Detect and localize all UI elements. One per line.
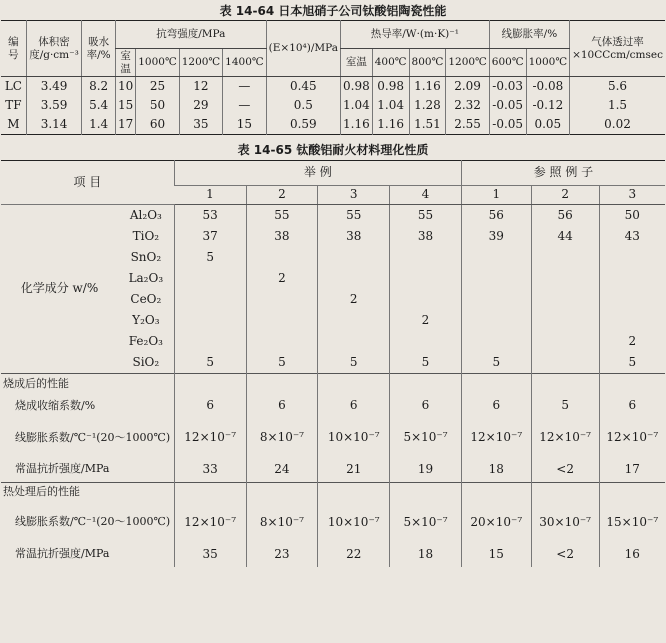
table-cell — [390, 482, 462, 503]
table-cell: 16 — [599, 543, 665, 567]
table-cell: 24 — [246, 458, 318, 482]
column-number: 3 — [318, 186, 390, 205]
table-cell — [318, 482, 390, 503]
table-cell: 12×10⁻⁷ — [599, 418, 665, 458]
component-name: Fe₂O₃ — [128, 333, 163, 348]
table-cell: 5.4 — [82, 96, 116, 115]
table-cell: 0.02 — [570, 115, 665, 135]
table-cell — [599, 374, 665, 395]
table-cell — [599, 310, 665, 331]
table-cell — [599, 268, 665, 289]
table-cell — [531, 268, 599, 289]
table-cell: 5 — [174, 247, 246, 268]
table-cell — [531, 310, 599, 331]
table-cell: 15 — [115, 96, 135, 115]
table-cell: 6 — [246, 394, 318, 418]
table-cell: 2 — [246, 268, 318, 289]
table-cell: 56 — [531, 205, 599, 227]
component-name: CeO₂ — [130, 291, 162, 306]
table-cell: 1.51 — [409, 115, 446, 135]
table-cell — [461, 482, 531, 503]
table-cell — [461, 289, 531, 310]
table-cell: 44 — [531, 226, 599, 247]
table-cell: 0.98 — [341, 77, 373, 97]
table-row — [1, 394, 665, 418]
table-cell: — — [223, 77, 266, 97]
table-cell: -0.08 — [526, 77, 569, 97]
column-number: 2 — [531, 186, 599, 205]
table-cell: -0.03 — [489, 77, 526, 97]
heat-treated-section — [1, 482, 665, 503]
table-row — [1, 205, 665, 227]
table-row — [1, 458, 665, 482]
header-thermal-temp: 1200℃ — [446, 49, 489, 77]
table-cell: 21 — [318, 458, 390, 482]
table-cell: 56 — [461, 205, 531, 227]
row-code: M — [7, 116, 20, 131]
table-cell — [461, 374, 531, 395]
table-cell: 10 — [115, 77, 135, 97]
table-row — [1, 543, 665, 567]
column-number: 2 — [246, 186, 318, 205]
table-cell — [246, 482, 318, 503]
table-row — [1, 418, 665, 458]
table-cell — [246, 289, 318, 310]
table-cell: 55 — [318, 205, 390, 227]
table-cell — [390, 289, 462, 310]
table-cell: 0.98 — [372, 77, 409, 97]
table-cell — [318, 374, 390, 395]
header-expansion-temp: 1000℃ — [526, 49, 569, 77]
header-expansion-temp: 600℃ — [489, 49, 526, 77]
table-cell — [461, 310, 531, 331]
table-cell: 3.14 — [26, 115, 82, 135]
table-cell: 2 — [318, 289, 390, 310]
property-label: 常温抗折强度/MPa — [15, 462, 110, 476]
table-cell — [461, 331, 531, 352]
table-cell: 12 — [179, 77, 222, 97]
header-flex-temp: 1000℃ — [136, 49, 179, 77]
table-cell — [461, 247, 531, 268]
table-cell: 2 — [390, 310, 462, 331]
table-cell — [599, 289, 665, 310]
table-cell: 33 — [174, 458, 246, 482]
header-item: 项 目 — [1, 161, 174, 205]
table-cell: 55 — [246, 205, 318, 227]
row-code: LC — [4, 78, 22, 93]
table-cell: 5 — [531, 394, 599, 418]
table-cell: 55 — [390, 205, 462, 227]
table-cell: 38 — [318, 226, 390, 247]
table-cell: 12×10⁻⁷ — [174, 503, 246, 543]
header-flex-temp: 室温 — [115, 49, 135, 77]
table-cell: <2 — [531, 458, 599, 482]
table-cell: 5 — [390, 352, 462, 374]
component-name: TiO₂ — [132, 228, 160, 243]
table-cell: 2 — [599, 331, 665, 352]
table-cell: 23 — [246, 543, 318, 567]
table-row — [1, 115, 665, 135]
table-cell: 39 — [461, 226, 531, 247]
header-flex-strength: 抗弯强度/MPa — [115, 21, 266, 49]
table-cell: 8×10⁻⁷ — [246, 503, 318, 543]
table-cell: 1.04 — [372, 96, 409, 115]
table-cell — [174, 374, 246, 395]
fired-title: 烧成后的性能 — [1, 374, 174, 395]
component-name: Y₂O₃ — [132, 312, 160, 327]
table-cell: 1.4 — [82, 115, 116, 135]
table-cell: 5 — [318, 352, 390, 374]
table-cell: — — [223, 96, 266, 115]
table-row — [1, 96, 665, 115]
table-cell — [174, 482, 246, 503]
property-label: 烧成收缩系数/% — [15, 398, 96, 412]
table-14-65-caption: 表 14-65 钛酸铝耐火材料理化性质 — [237, 143, 429, 157]
table-cell — [390, 268, 462, 289]
table-cell — [246, 374, 318, 395]
table-cell — [599, 247, 665, 268]
header-code: 编号 — [1, 21, 26, 77]
table-cell — [174, 331, 246, 352]
table-cell: <2 — [531, 543, 599, 567]
header-thermal-temp: 800℃ — [409, 49, 446, 77]
table-cell — [246, 331, 318, 352]
header-thermal: 热导率/W·(m·K)⁻¹ — [341, 21, 490, 49]
table-cell: 1.16 — [409, 77, 446, 97]
property-label: 线膨胀系数/℃⁻¹(20～1000℃) — [15, 430, 171, 444]
table-cell: 15×10⁻⁷ — [599, 503, 665, 543]
component-name: SiO₂ — [132, 354, 160, 369]
table-cell — [174, 310, 246, 331]
table-cell: 1.16 — [341, 115, 373, 135]
table-cell: 8×10⁻⁷ — [246, 418, 318, 458]
header-flex-temp: 1400℃ — [223, 49, 266, 77]
table-cell: 20×10⁻⁷ — [461, 503, 531, 543]
table-cell: 19 — [390, 458, 462, 482]
table-cell: -0.05 — [489, 115, 526, 135]
component-name: Al₂O₃ — [129, 207, 162, 222]
table-cell: 12×10⁻⁷ — [461, 418, 531, 458]
table-cell — [390, 331, 462, 352]
table-cell: 30×10⁻⁷ — [531, 503, 599, 543]
header-thermal-temp: 400℃ — [372, 49, 409, 77]
table-cell: 1.5 — [570, 96, 665, 115]
table-14-64-body — [1, 77, 665, 135]
property-label: 线膨胀系数/℃⁻¹(20～1000℃) — [15, 515, 171, 529]
table-cell: 0.59 — [266, 115, 340, 135]
table-cell: 1.28 — [409, 96, 446, 115]
fired-section — [1, 374, 665, 395]
table-cell — [390, 247, 462, 268]
column-number: 3 — [599, 186, 665, 205]
table-cell: 53 — [174, 205, 246, 227]
header-expansion: 线膨胀率/% — [489, 21, 569, 49]
table-cell: 22 — [318, 543, 390, 567]
column-number: 4 — [390, 186, 462, 205]
header-examples: 举 例 — [174, 161, 461, 186]
table-cell — [531, 352, 599, 374]
header-flex-temp: 1200℃ — [179, 49, 222, 77]
table-cell: 5 — [246, 352, 318, 374]
table-row — [1, 77, 665, 97]
heat-treated-title: 热处理后的性能 — [1, 482, 174, 503]
table-cell — [174, 289, 246, 310]
table-cell: 17 — [599, 458, 665, 482]
table-cell — [318, 268, 390, 289]
table-cell: 10×10⁻⁷ — [318, 418, 390, 458]
table-cell: 50 — [136, 96, 179, 115]
table-cell: 5×10⁻⁷ — [390, 503, 462, 543]
table-cell: 6 — [390, 394, 462, 418]
table-cell: 50 — [599, 205, 665, 227]
table-cell: 12×10⁻⁷ — [174, 418, 246, 458]
table-cell — [599, 482, 665, 503]
table-cell: 60 — [136, 115, 179, 135]
table-cell: 0.5 — [266, 96, 340, 115]
table-cell: 5 — [461, 352, 531, 374]
table-cell: 37 — [174, 226, 246, 247]
property-label: 常温抗折强度/MPa — [15, 547, 110, 561]
table-cell: 17 — [115, 115, 135, 135]
row-code: TF — [5, 97, 22, 112]
header-modulus: (E×10⁴)/MPa — [266, 21, 340, 77]
table-cell — [318, 310, 390, 331]
table-cell: 12×10⁻⁷ — [531, 418, 599, 458]
column-number: 1 — [174, 186, 246, 205]
table-cell: 5 — [174, 352, 246, 374]
table-cell — [461, 268, 531, 289]
table-cell: 38 — [246, 226, 318, 247]
table-cell: 2.32 — [446, 96, 489, 115]
table-cell: 8.2 — [82, 77, 116, 97]
table-cell: 35 — [179, 115, 222, 135]
header-density: 体积密度/g·cm⁻³ — [26, 21, 82, 77]
table-cell — [390, 374, 462, 395]
table-14-64 — [1, 20, 665, 135]
table-14-65-body — [1, 205, 665, 567]
table-14-64-caption: 表 14-64 日本旭硝子公司钛酸铝陶瓷性能 — [219, 4, 447, 18]
table-cell: 29 — [179, 96, 222, 115]
table-cell: 2.55 — [446, 115, 489, 135]
table-cell: 6 — [461, 394, 531, 418]
table-cell — [246, 247, 318, 268]
header-thermal-temp: 室温 — [341, 49, 373, 77]
table-cell: 5 — [599, 352, 665, 374]
table-cell: 25 — [136, 77, 179, 97]
table-cell — [318, 331, 390, 352]
table-cell: 5×10⁻⁷ — [390, 418, 462, 458]
table-cell — [531, 482, 599, 503]
table-cell: 43 — [599, 226, 665, 247]
table-cell — [318, 247, 390, 268]
table-cell: 6 — [599, 394, 665, 418]
table-cell: -0.05 — [489, 96, 526, 115]
table-cell — [174, 268, 246, 289]
table-cell: -0.12 — [526, 96, 569, 115]
table-cell: 18 — [390, 543, 462, 567]
table-cell: 18 — [461, 458, 531, 482]
component-name: SnO₂ — [130, 249, 162, 264]
table-cell: 38 — [390, 226, 462, 247]
table-cell — [531, 247, 599, 268]
table-cell: 0.05 — [526, 115, 569, 135]
table-cell: 0.45 — [266, 77, 340, 97]
table-cell — [531, 331, 599, 352]
table-cell: 5.6 — [570, 77, 665, 97]
table-cell: 3.49 — [26, 77, 82, 97]
header-reference-examples: 参 照 例 子 — [461, 161, 665, 186]
table-cell: 2.09 — [446, 77, 489, 97]
table-cell: 1.16 — [372, 115, 409, 135]
table-14-65 — [1, 160, 665, 567]
table-cell: 15 — [223, 115, 266, 135]
component-name: La₂O₃ — [128, 270, 164, 285]
table-cell — [531, 289, 599, 310]
column-number: 1 — [461, 186, 531, 205]
table-cell: 6 — [318, 394, 390, 418]
table-cell: 1.04 — [341, 96, 373, 115]
header-gas: 气体透过率×10CCcm/cmsec — [570, 21, 665, 77]
table-cell: 10×10⁻⁷ — [318, 503, 390, 543]
table-cell: 15 — [461, 543, 531, 567]
table-cell: 35 — [174, 543, 246, 567]
table-row — [1, 503, 665, 543]
table-cell — [246, 310, 318, 331]
table-cell: 6 — [174, 394, 246, 418]
chem-composition-label: 化学成分 w/% — [20, 281, 99, 296]
table-cell — [531, 374, 599, 395]
table-cell: 3.59 — [26, 96, 82, 115]
header-absorption: 吸水率/% — [82, 21, 116, 77]
